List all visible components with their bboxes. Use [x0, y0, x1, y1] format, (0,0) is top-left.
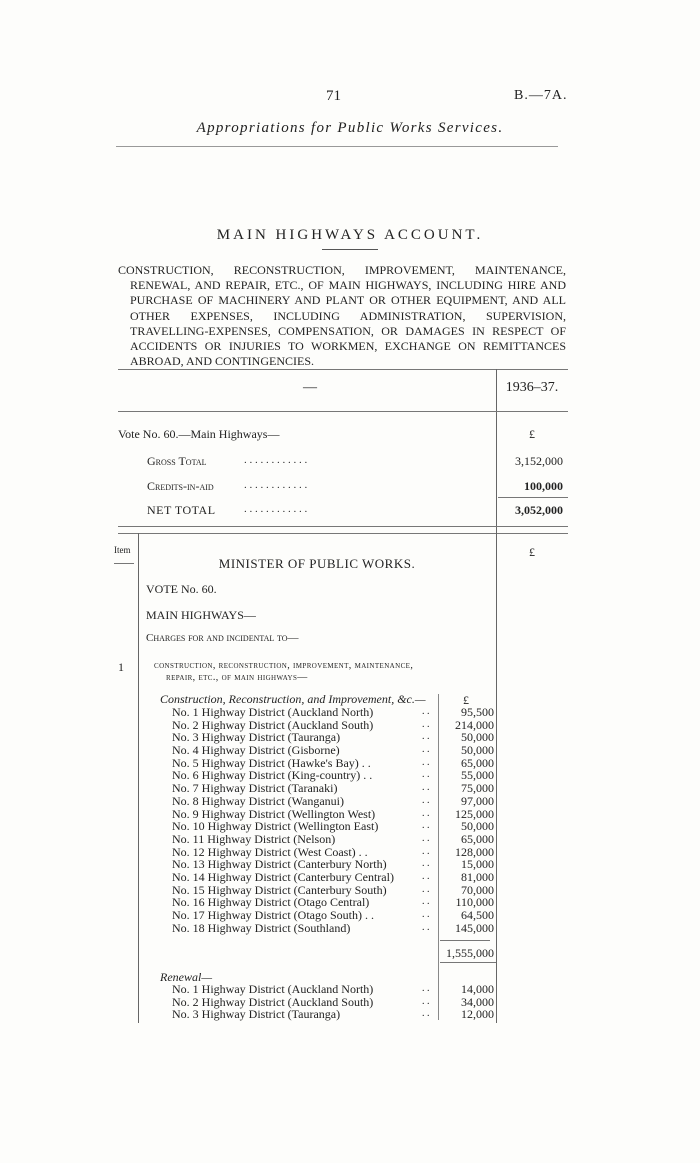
- district-amount: 75,000: [461, 781, 494, 796]
- gross-total-value: 3,152,000: [515, 454, 563, 468]
- item-number: 1: [118, 660, 124, 674]
- construction-total: 1,555,000: [446, 946, 494, 960]
- district-row: [172, 795, 498, 808]
- district-label: No. 15 Highway District (Canterbury South): [172, 882, 387, 897]
- district-label: No. 3 Highway District (Tauranga): [172, 1007, 341, 1022]
- district-label: No. 2 Highway District (Auckland South): [172, 994, 374, 1009]
- gross-dots: . . . . . . . . . . . .: [244, 454, 308, 466]
- item-header-rule: [114, 563, 134, 564]
- district-label: No. 13 Highway District (Canterbury North): [172, 857, 387, 872]
- item-column-header: Item: [114, 545, 131, 555]
- row-dots: . .: [422, 794, 430, 806]
- district-amount: 128,000: [455, 844, 494, 859]
- construction-heading: Construction, Reconstruction, and Improvement, &c.—: [160, 692, 426, 706]
- construction-currency: £: [463, 693, 469, 707]
- renewal-list: [172, 983, 498, 1021]
- row-dots: . .: [422, 845, 430, 857]
- detail-currency: £: [529, 545, 535, 559]
- credits-in-aid-value: 100,000: [524, 479, 563, 493]
- district-label: No. 16 Highway District (Otago Central): [172, 895, 370, 910]
- row-dots: . .: [422, 744, 430, 756]
- summary-bottom-rule-2: [118, 533, 568, 534]
- header-rule: [116, 146, 558, 147]
- item-title-line-2: repair, etc., of main highways—: [166, 672, 308, 683]
- row-dots: . .: [422, 909, 430, 920]
- district-label: No. 14 Highway District (Canterbury Central): [172, 869, 394, 884]
- account-title: MAIN HIGHWAYS ACCOUNT.: [216, 227, 484, 243]
- district-label: No. 5 Highway District (Hawke's Bay) . .: [172, 755, 371, 770]
- district-label: No. 10 Highway District (Wellington East): [172, 819, 379, 834]
- page-header-title: Appropriations for Public Works Services.: [196, 120, 504, 136]
- district-amount: 15,000: [461, 857, 494, 872]
- district-label: No. 2 Highway District (Auckland South): [172, 717, 374, 732]
- row-dots: . .: [422, 731, 430, 743]
- row-dots: . .: [422, 883, 430, 895]
- district-amount: 65,000: [461, 831, 494, 846]
- construction-total-rule: [440, 940, 490, 941]
- summary-year: 1936–37.: [505, 380, 559, 395]
- row-dots: . .: [422, 769, 430, 781]
- minister-heading: MINISTER OF PUBLIC WORKS.: [218, 556, 416, 571]
- row-dots: . .: [422, 807, 430, 819]
- district-label: No. 18 Highway District (Southland): [172, 920, 351, 935]
- district-label: No. 3 Highway District (Tauranga): [172, 730, 341, 745]
- net-total-label: NET TOTAL: [147, 503, 216, 517]
- row-dots: . .: [422, 832, 430, 844]
- district-label: No. 11 Highway District (Nelson): [172, 831, 336, 846]
- gross-total-label: Gross Total: [147, 454, 207, 468]
- row-dots: . .: [422, 1008, 430, 1020]
- district-label: No. 17 Highway District (Otago South) . .: [172, 908, 374, 922]
- row-dots: . .: [422, 718, 430, 730]
- district-amount: 34,000: [461, 994, 494, 1009]
- district-row: [172, 1008, 498, 1021]
- summary-top-rule: [118, 369, 568, 370]
- item-title-line-1: construction, reconstruction, improvement, maintenance,: [154, 660, 414, 671]
- district-amount: 50,000: [461, 730, 494, 745]
- district-row: [172, 744, 498, 757]
- row-dots: . .: [422, 820, 430, 832]
- district-amount: 14,000: [461, 982, 494, 996]
- row-dots: . .: [422, 858, 430, 870]
- district-amount: 81,000: [461, 869, 494, 884]
- construction-total-bottom-rule: [440, 962, 496, 963]
- district-row: [172, 909, 498, 922]
- row-dots: . .: [422, 983, 430, 994]
- district-amount: 95,500: [461, 705, 494, 719]
- district-amount: 214,000: [455, 717, 494, 732]
- district-amount: 50,000: [461, 819, 494, 834]
- district-label: No. 9 Highway District (Wellington West): [172, 806, 376, 821]
- district-amount: 125,000: [455, 806, 494, 821]
- district-row: [172, 782, 498, 795]
- document-reference: B.—7A.: [514, 88, 568, 103]
- row-dots: . .: [422, 756, 430, 768]
- credits-in-aid-label: Credits-in-aid: [147, 479, 214, 493]
- renewal-heading: Renewal—: [160, 970, 212, 984]
- district-amount: 64,500: [461, 908, 494, 922]
- district-row: [172, 833, 498, 846]
- row-dots: . .: [422, 782, 430, 794]
- net-dots: . . . . . . . . . . . .: [244, 503, 308, 515]
- page-number: 71: [326, 88, 341, 104]
- district-row: [172, 706, 498, 719]
- district-amount: 145,000: [455, 920, 494, 935]
- item-column-divider: [138, 533, 139, 1023]
- district-row: [172, 820, 498, 833]
- district-label: No. 6 Highway District (King-country) . .: [172, 768, 373, 783]
- district-amount: 50,000: [461, 743, 494, 758]
- main-highways-heading: MAIN HIGHWAYS—: [146, 608, 256, 622]
- net-total-top-rule: [498, 497, 568, 498]
- district-amount: 97,000: [461, 793, 494, 808]
- summary-dash: —: [303, 380, 317, 395]
- charges-heading: Charges for and incidental to—: [146, 632, 299, 644]
- account-description-text: CONSTRUCTION, RECONSTRUCTION, IMPROVEMENT, MAINTENANCE, RENEWAL, AND REPAIR, ETC., OF MAIN HIGHWAYS, INCLUDING HIRE AND PURCHASE OF MACHINERY AND PLANT OR OTHER EQUIPMENT, AND ALL OTHER EXPENSES, INCLUDING ADMINISTRATION, SUPERVISION, TRAVELLING-EXPENSES, COMPENSATION, OR DAMAGES IN RESPECT OF ACCIDENTS OR INJURIES TO WORKMEN, EXCHANGE ON REMITTANCES ABROAD, AND CONTINGENCIES.: [118, 263, 566, 369]
- summary-header-rule: [118, 411, 568, 412]
- district-label: No. 12 Highway District (West Coast) . .: [172, 844, 368, 859]
- row-dots: . .: [422, 921, 430, 933]
- district-label: No. 1 Highway District (Auckland North): [172, 705, 374, 719]
- construction-list: [172, 706, 498, 934]
- district-label: No. 4 Highway District (Gisborne): [172, 743, 340, 758]
- row-dots: . .: [422, 896, 430, 908]
- district-amount: 12,000: [461, 1007, 494, 1022]
- row-dots: . .: [422, 995, 430, 1007]
- district-amount: 70,000: [461, 882, 494, 897]
- vote-heading: VOTE No. 60.: [146, 582, 217, 596]
- vote-label: Vote No. 60.—Main Highways—: [118, 427, 280, 441]
- district-row: [172, 871, 498, 884]
- row-dots: . .: [422, 706, 430, 717]
- credits-dots: . . . . . . . . . . . .: [244, 479, 308, 491]
- account-description: [118, 263, 566, 369]
- summary-bottom-rule: [118, 526, 568, 527]
- district-amount: 65,000: [461, 755, 494, 770]
- row-dots: . .: [422, 870, 430, 882]
- net-total-value: 3,052,000: [515, 503, 563, 517]
- district-row: [172, 983, 498, 996]
- district-row: [172, 922, 498, 935]
- title-underline: [322, 249, 378, 250]
- district-amount: 55,000: [461, 768, 494, 783]
- district-amount: 110,000: [455, 895, 494, 910]
- district-label: No. 8 Highway District (Wanganui): [172, 793, 344, 808]
- summary-currency: £: [529, 427, 535, 441]
- district-label: No. 7 Highway District (Taranaki): [172, 781, 338, 796]
- district-label: No. 1 Highway District (Auckland North): [172, 982, 374, 996]
